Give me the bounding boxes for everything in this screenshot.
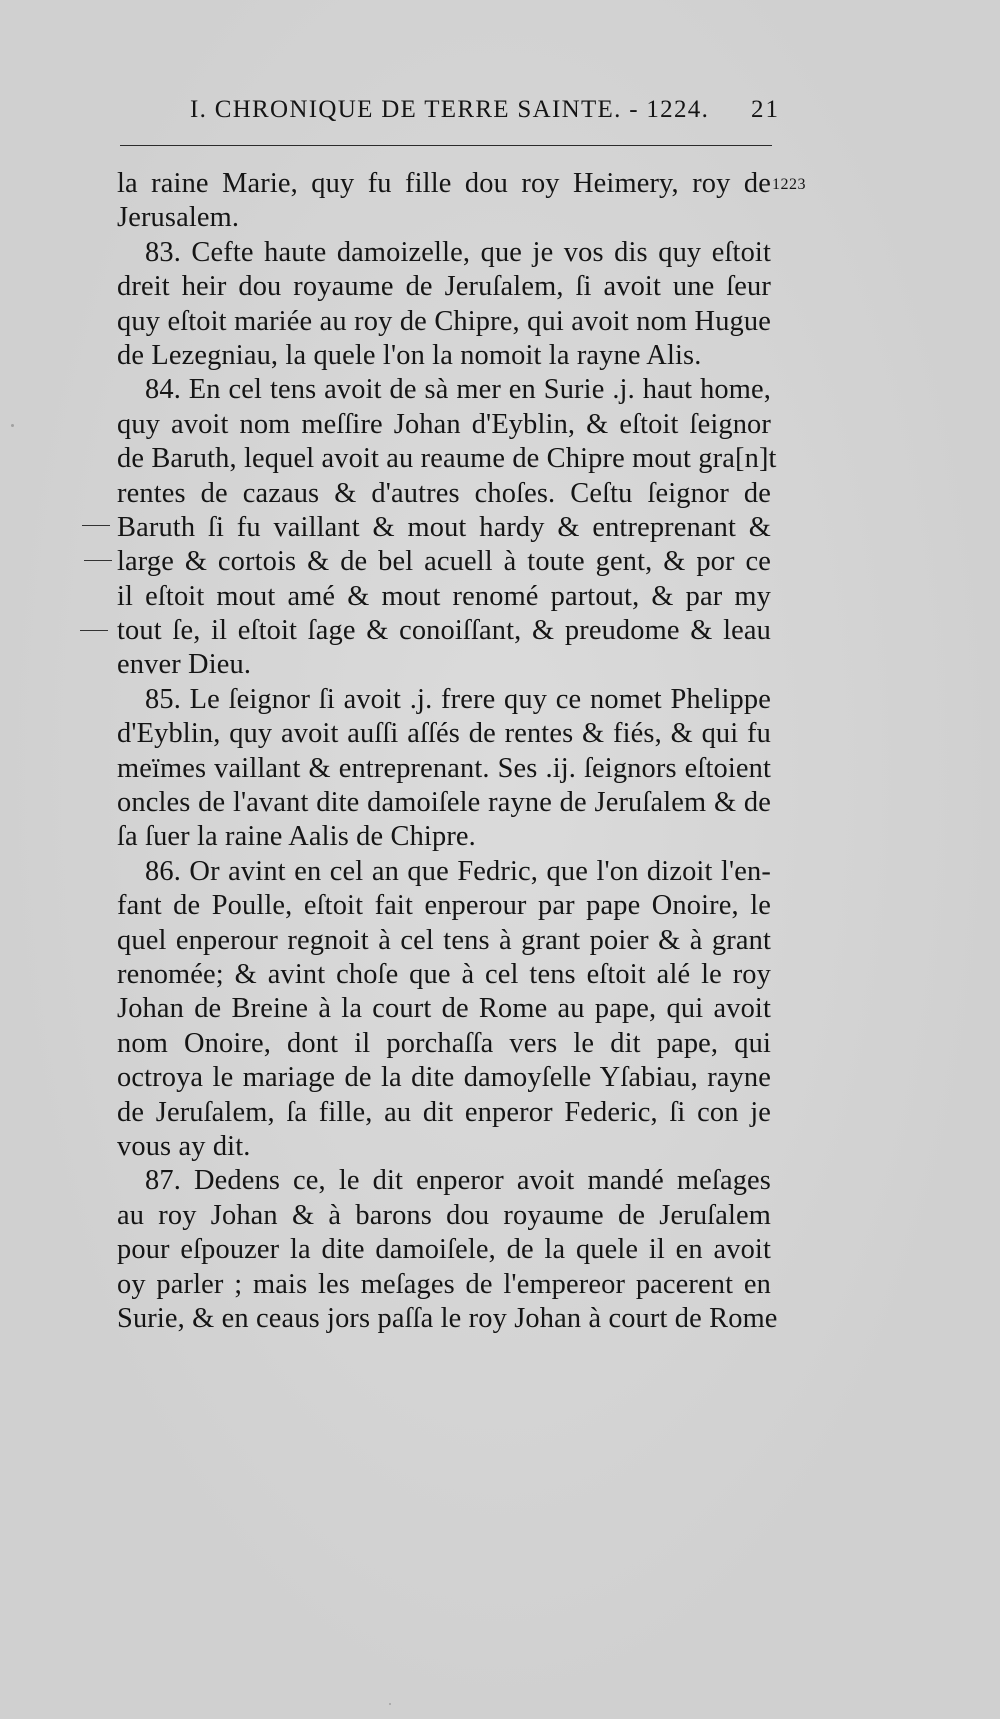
page-number: 21 bbox=[751, 96, 780, 123]
text-line: vous ay dit. bbox=[117, 1130, 251, 1162]
text-line: 83. Cefte haute damoizelle, que je vos dis quy eſtoit bbox=[145, 236, 771, 268]
text-line: 85. Le ſeignor ſi avoit .j. frere quy ce nomet Phelippe bbox=[145, 683, 771, 715]
text-line: oncles de l'avant dite damoiſele rayne de Jeruſalem & de bbox=[117, 787, 771, 819]
text-line: renomée; & avint choſe que à cel tens eſtoit alé le roy bbox=[117, 958, 771, 990]
text-line: fant de Poulle, eſtoit fait enperour par pape Onoire, le bbox=[117, 890, 771, 922]
text-line: de Jeruſalem, ſa fille, au dit enperor Federic, ſi con je bbox=[117, 1096, 771, 1128]
text-line: tout ſe, il eſtoit ſage & conoiſſant, & preudome & leau bbox=[117, 615, 771, 647]
margin-line-mark bbox=[80, 630, 108, 631]
text-line: la raine Marie, quy fu fille dou roy Heimery, roy de bbox=[117, 168, 771, 199]
text-line: oy parler ; mais les meſages de l'empereor pacerent en bbox=[117, 1268, 771, 1300]
text-line: octroya le mariage de la dite damoyſelle Yſabiau, rayne bbox=[117, 1062, 771, 1094]
text-line: large & cortois & de bel acuell à toute gent, & por ce bbox=[117, 546, 771, 578]
margin-line-mark bbox=[84, 560, 112, 561]
text-line: ſa ſuer la raine Aalis de Chipre. bbox=[117, 821, 476, 853]
text-line: nom Onoire, dont il porchaſſa vers le dit pape, qui bbox=[117, 1027, 771, 1059]
text-line: Surie, & en ceaus jors paſſa le roy Johan à court de Rome bbox=[117, 1302, 778, 1334]
margin-line-mark bbox=[82, 525, 110, 526]
text-line: 84. En cel tens avoit de sà mer en Surie .j. haut home, bbox=[145, 374, 771, 406]
text-line: enver Dieu. bbox=[117, 649, 252, 681]
text-line: d'Eyblin, quy avoit auſſi aſſés de rentes & fiés, & qui fu bbox=[117, 718, 771, 750]
running-header bbox=[190, 96, 780, 130]
text-line: Johan de Breine à la court de Rome au pape, qui avoit bbox=[117, 993, 771, 1025]
text-line: Jerusalem. bbox=[117, 202, 240, 234]
text-line: de Lezegniau, la quele l'on la nomoit la rayne Alis. bbox=[117, 339, 702, 371]
text-line: 87. Dedens ce, le dit enperor avoit mandé meſages bbox=[145, 1165, 771, 1197]
text-line: 86. Or avint en cel an que Fedric, que l'on dizoit l'en- bbox=[145, 855, 771, 887]
text-line: quel enperour regnoit à cel tens à grant poier & à grant bbox=[117, 924, 771, 956]
text-line: Baruth ſi fu vaillant & mout hardy & entreprenant & bbox=[117, 511, 771, 543]
paper-speck bbox=[11, 424, 14, 427]
text-line: rentes de cazaus & d'autres choſes. Ceſtu ſeignor de bbox=[117, 477, 771, 509]
margin-year-note: 1223 bbox=[772, 176, 806, 193]
text-line: de Baruth, lequel avoit au reaume de Chipre mout gra[n]t bbox=[117, 443, 777, 475]
text-line: meïmes vaillant & entreprenant. Ses .ij. ſeignors eſtoient bbox=[117, 752, 771, 784]
text-line: quy eſtoit mariée au roy de Chipre, qui avoit nom Hugue bbox=[117, 305, 771, 337]
text-line: au roy Johan & à barons dou royaume de Jeruſalem bbox=[117, 1199, 771, 1231]
header-rule bbox=[120, 145, 772, 146]
text-line: dreit heir dou royaume de Jeruſalem, ſi avoit une ſeur bbox=[117, 271, 771, 303]
text-line: pour eſpouzer la dite damoiſele, de la quele il en avoit bbox=[117, 1234, 771, 1266]
body-text bbox=[117, 167, 778, 1336]
text-line: il eſtoit mout amé & mout renomé partout, & par my bbox=[117, 580, 771, 612]
running-title: I. CHRONIQUE DE TERRE SAINTE. - 1224. bbox=[190, 96, 710, 123]
text-line: quy avoit nom meſſire Johan d'Eyblin, & eſtoit ſeignor bbox=[117, 408, 771, 440]
paper-speck bbox=[389, 1703, 391, 1705]
